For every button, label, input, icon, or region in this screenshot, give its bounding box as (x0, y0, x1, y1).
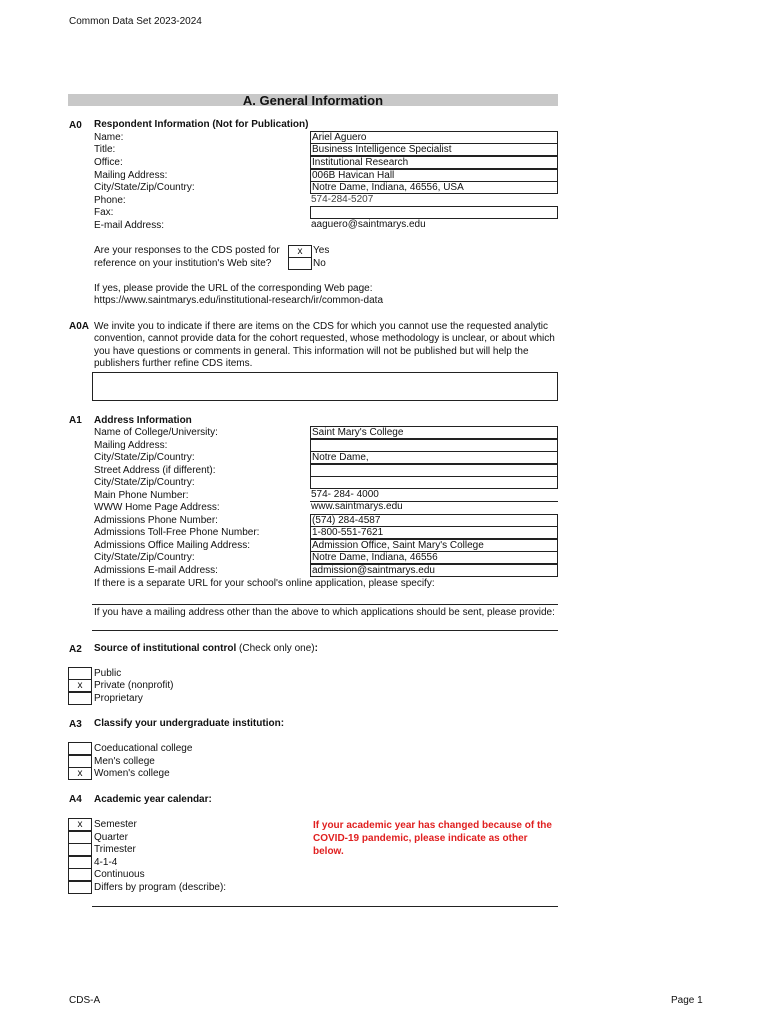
a1-www-label: WWW Home Page Address: (94, 502, 220, 513)
a0-mailing-label: Mailing Address: (94, 170, 168, 181)
a2-heading: Source of institutional control (94, 643, 237, 654)
a4-continuous-label: Continuous (94, 869, 145, 880)
a3-code: A3 (69, 719, 82, 730)
a4-code: A4 (69, 794, 82, 805)
a2-proprietary-checkbox[interactable] (68, 692, 92, 705)
a0a-code: A0A (69, 321, 90, 332)
a0a-comment-box[interactable] (92, 372, 558, 401)
a1-adm-city-label: City/State/Zip/Country: (94, 552, 195, 563)
document-header-title: Common Data Set 2023-2024 (69, 16, 202, 27)
a0-fax-field[interactable] (310, 206, 558, 219)
a1-adm-phone-label: Admissions Phone Number: (94, 515, 218, 526)
footer-left: CDS-A (69, 995, 101, 1006)
a4-trimester-checkbox[interactable] (68, 843, 92, 856)
a4-covid-note-line3: below. (313, 846, 344, 857)
a1-city-field[interactable]: Notre Dame, (310, 451, 558, 464)
a0-code: A0 (69, 120, 82, 131)
a4-semester-label: Semester (94, 819, 137, 830)
a2-heading-suffix: (Check only one) (236, 643, 315, 654)
a1-city-label: City/State/Zip/Country: (94, 452, 195, 463)
a1-tollfree-field[interactable]: 1-800-551-7621 (310, 526, 558, 539)
a3-heading: Classify your undergraduate institution: (94, 718, 285, 729)
a4-differs-label: Differs by program (describe): (94, 882, 227, 893)
a4-heading: Academic year calendar: (94, 794, 212, 805)
a1-online-app-prompt: If there is a separate URL for your school's online application, please specify: (94, 578, 435, 589)
a0-posted-question-line2: reference on your institution's Web site? (94, 258, 272, 269)
a3-coed-label: Coeducational college (94, 743, 193, 754)
a3-coed-checkbox[interactable] (68, 742, 92, 755)
a2-code: A2 (69, 644, 82, 655)
a2-private-label: Private (nonprofit) (94, 680, 174, 691)
a4-differs-checkbox[interactable] (68, 881, 92, 894)
a2-heading-colon: : (314, 643, 318, 654)
section-title-bar: A. General Information (68, 94, 558, 106)
a0-office-field[interactable]: Institutional Research (310, 156, 558, 169)
a0-no-checkbox[interactable] (288, 257, 312, 270)
a0a-text-line2: convention, cannot provide data for the cohort requested, whose methodology is unclear, or about which (94, 333, 555, 344)
a0a-text-line3: you have questions or comments in general. This information will not be published but will help the (94, 346, 529, 357)
a1-street-label: Street Address (if different): (94, 465, 216, 476)
a0-phone-field[interactable]: 574-284-5207 (311, 194, 374, 205)
a0a-text-line4: publishers further refine CDS items. (94, 358, 253, 369)
a0a-text-line1: We invite you to indicate if there are items on the CDS for which you cannot use the requested analytic (94, 321, 548, 332)
a1-www-field[interactable]: www.saintmarys.edu (311, 501, 403, 512)
a1-adm-office-label: Admissions Office Mailing Address: (94, 540, 250, 551)
a4-quarter-label: Quarter (94, 832, 128, 843)
a1-mailing-label: Mailing Address: (94, 440, 168, 451)
a1-college-name-label: Name of College/University: (94, 427, 218, 438)
a0-city-field[interactable]: Notre Dame, Indiana, 46556, USA (310, 181, 558, 194)
a0-name-field[interactable]: Ariel Aguero (310, 131, 558, 144)
a4-covid-note-line2: COVID-19 pandemic, please indicate as other (313, 833, 528, 844)
footer-page-number: Page 1 (671, 995, 703, 1006)
a2-private-checkbox[interactable]: x (68, 679, 92, 692)
a1-heading: Address Information (94, 415, 192, 426)
a2-proprietary-label: Proprietary (94, 693, 143, 704)
a0-fax-label: Fax: (94, 207, 114, 218)
a1-adm-phone-field[interactable]: (574) 284-4587 (310, 514, 558, 527)
a0-title-label: Title: (94, 144, 116, 155)
a4-trimester-label: Trimester (94, 844, 136, 855)
a1-adm-email-label: Admissions E-mail Address: (94, 565, 218, 576)
a4-differs-line[interactable] (92, 906, 558, 907)
a0-yes-label: Yes (313, 245, 330, 256)
a0-url-prompt: If yes, please provide the URL of the corresponding Web page: (94, 283, 373, 294)
a0-posted-question-line1: Are your responses to the CDS posted for (94, 245, 280, 256)
a1-code: A1 (69, 415, 82, 426)
a0-email-field[interactable]: aaguero@saintmarys.edu (311, 219, 426, 230)
a1-adm-city-field[interactable]: Notre Dame, Indiana, 46556 (310, 551, 558, 564)
a4-414-label: 4-1-4 (94, 857, 118, 868)
a0-name-label: Name: (94, 132, 124, 143)
a1-college-name-field[interactable]: Saint Mary's College (310, 426, 558, 439)
a0-title-field[interactable]: Business Intelligence Specialist (310, 143, 558, 156)
a0-email-label: E-mail Address: (94, 220, 165, 231)
a0-phone-label: Phone: (94, 195, 126, 206)
a4-continuous-checkbox[interactable] (68, 868, 92, 881)
a1-city2-field[interactable] (310, 476, 558, 489)
a3-mens-label: Men's college (94, 756, 155, 767)
a1-tollfree-label: Admissions Toll-Free Phone Number: (94, 527, 260, 538)
a0-no-label: No (313, 258, 326, 269)
a0-yes-checkbox[interactable]: x (288, 245, 312, 258)
a1-main-phone-field[interactable]: 574- 284- 4000 (311, 489, 379, 500)
a1-main-phone-label: Main Phone Number: (94, 490, 189, 501)
a1-alt-mailing-prompt: If you have a mailing address other than the above to which applications should be sent, please provide: (94, 607, 555, 618)
a2-public-label: Public (94, 668, 122, 679)
a1-online-app-line[interactable] (92, 604, 558, 605)
a1-adm-email-field[interactable]: admission@saintmarys.edu (310, 564, 558, 577)
a0-heading: Respondent Information (Not for Publication) (94, 119, 309, 130)
a4-covid-note-line1: If your academic year has changed because of the (313, 820, 552, 831)
a0-mailing-field[interactable]: 006B Havican Hall (310, 169, 558, 182)
a0-office-label: Office: (94, 157, 123, 168)
a0-city-label: City/State/Zip/Country: (94, 182, 195, 193)
a1-city2-label: City/State/Zip/Country: (94, 477, 195, 488)
a3-womens-label: Women's college (94, 768, 170, 779)
a1-alt-mailing-line[interactable] (92, 630, 558, 631)
a2-heading-wrap (94, 643, 318, 655)
a3-womens-checkbox[interactable]: x (68, 767, 92, 780)
a0-url[interactable]: https://www.saintmarys.edu/institutional-research/ir/common-data (94, 295, 384, 306)
a1-adm-office-field[interactable]: Admission Office, Saint Mary's College (310, 539, 558, 552)
a4-semester-checkbox[interactable]: x (68, 818, 92, 831)
